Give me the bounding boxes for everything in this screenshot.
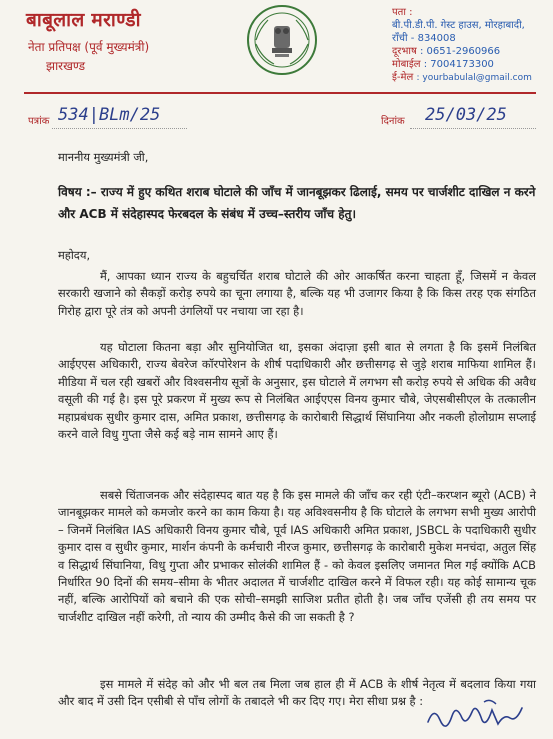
reference-number: 534|BLm/25 xyxy=(58,105,161,125)
date-underline xyxy=(410,128,536,129)
letterhead-divider xyxy=(24,92,536,94)
paragraph-3: सबसे चिंताजनक और संदेहास्पद बात यह है कि इस मामले की जाँच कर रही एंटी–करप्शन ब्यूरो (ACB) ने जानबूझकर मामले को कमजोर करने का काम किया है। यह अविश्वसनीय है कि घोटाले के लगभग सभी मुख्य आरोपी – जिनमें निलंबित IAS अधिकारी विनय कुमार चौबे, पूर्व IAS अधिकारी अमित प्रकाश, JSBCL के पदाधिकारी सुधीर कुमार दास व सुधीर कुमार, मार्शन कंपनी के कर्मचारी नीरज कुमार, छत्तीसगढ़ के कारोबारी मुकेश मनचंदा, अतुल सिंह व सिद्धार्थ सिंघानिया, विधु गुप्ता और प्रभाकर सोलंकी शामिल हैं - को केवल इसलिए जमानत मिल गई क्योंकि ACB निर्धारित 90 दिनों की समय–सीमा के भीतर अदालत में चार्जशीट दाखिल करने में विफल रही। यह कोई सामान्य चूक नहीं, बल्कि आरोपियों को बचाने की एक सोची–समझी साजिश प्रतीत होती है। जब जाँच एजेंसी ही तय समय पर चार्जशीट दाखिल नहीं करेगी, तो न्याय की उम्मीद कैसे की जा सकती है ? xyxy=(58,488,536,624)
salutation: माननीय मुख्यमंत्री जी, xyxy=(58,150,149,164)
address-line-1: बी.पी.डी.पी. गेस्ट हाउस, मोरहाबादी, xyxy=(392,20,525,31)
address-title: पता : xyxy=(392,7,413,18)
mobile-value: : 7004173300 xyxy=(423,59,494,70)
reference-underline xyxy=(52,128,187,129)
email-value: : yourbabulal@gmail.com xyxy=(416,73,532,83)
paragraph-1: मैं, आपका ध्यान राज्य के बहुचर्चित शराब घोटाले की ओर आकर्षित करना चाहता हूँ, जिसमें न केवल सरकारी खजाने को सैकड़ों करोड़ रुपये का चूना लगाया है, बल्कि यह भी उजागर किया है कि किस तरह एक संगठित गिरोह द्वारा पूरे तंत्र को अपनी उंगलियों पर नचाया जा रहा है। xyxy=(58,269,536,318)
address-block xyxy=(392,6,552,85)
reference-label: पत्रांक xyxy=(28,116,50,127)
address-line-2: राँची - 834008 xyxy=(392,33,456,44)
date-label: दिनांक xyxy=(381,116,405,127)
greeting: महोदय, xyxy=(58,248,91,262)
letterhead-state: झारखण्ड xyxy=(46,59,86,73)
phone-label: दूरभाष xyxy=(392,46,417,57)
letterhead-name: बाबूलाल मराण्डी xyxy=(26,9,141,31)
date-value: 25/03/25 xyxy=(425,105,507,125)
subject-line: विषय :– राज्य में हुए कथित शराब घोटाले की जाँच में जानबूझकर ढिलाई, समय पर चार्जशीट दाखिल न करने और ACB में संदेहास्पद फेरबदल के संबंध में उच्च–स्तरीय जाँच हेतु। xyxy=(58,185,536,221)
paragraph-2: यह घोटाला कितना बड़ा और सुनियोजित था, इसका अंदाज़ा इसी बात से लगता है कि इसमें निलंबित आईएएस अधिकारी, राज्य बेवरेज कॉरपोरेशन के शीर्ष पदाधिकारी और छत्तीसगढ़ से जुड़े शराब माफिया शामिल हैं। मीडिया में चल रही खबरों और विश्वसनीय सूत्रों के अनुसार, इस घोटाले में लगभग सौ करोड़ रुपये से अधिक की अवैध वसूली की गई है। इस पूरे प्रकरण में मुख्य रूप से निलंबित आईएएस विनय कुमार चौबे, जेएसबीसीएल के तत्कालीन महाप्रबंधक सुधीर कुमार दास, अमित प्रकाश, छत्तीसगढ़ के कारोबारी सिद्धार्थ सिंघानिया और नकली होलोग्राम सप्लाई करने वाले विधु गुप्ता जैसे कई बड़े नाम सामने आए हैं। xyxy=(58,340,536,442)
mobile-label: मोबाईल xyxy=(392,59,421,70)
letterhead-designation: नेता प्रतिपक्ष (पूर्व मुख्यमंत्री) xyxy=(28,40,150,54)
signature-mark xyxy=(424,696,536,736)
phone-value: : 0651-2960966 xyxy=(420,46,501,57)
paragraph-4: इस मामले में संदेह को और भी बल तब मिला जब हाल ही में ACB के शीर्ष नेतृत्व में बदलाव किया गया और बाद में उसी दिन एसीबी से पाँच लोगों के तबादले भी कर दिए गए। मेरा सीधा प्रश्न है : xyxy=(58,677,536,709)
email-label: ई-मेल xyxy=(392,72,414,83)
state-emblem-icon xyxy=(246,4,318,76)
